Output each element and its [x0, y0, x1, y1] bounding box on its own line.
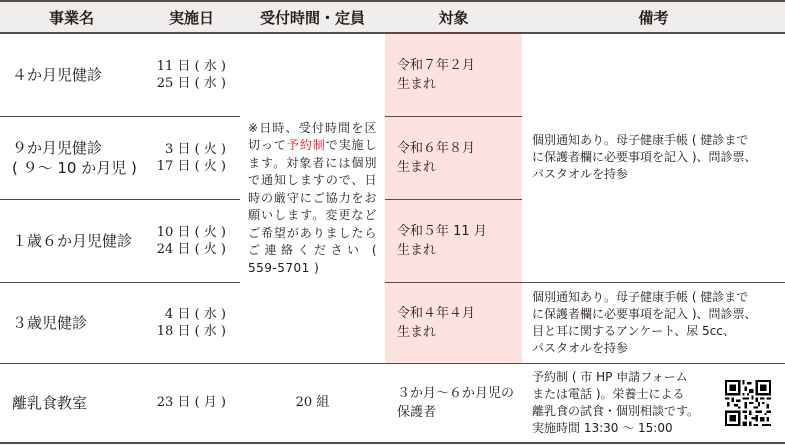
header-event-name: 事業名 — [0, 1, 143, 33]
event-target: 令和６年８月 生まれ — [385, 116, 522, 199]
event-name: ４か月児健診 — [0, 33, 143, 116]
event-dates: 4 日 ( 水 ) 18 日 ( 水 ) — [143, 282, 240, 363]
event-name: １歳６か月児健診 — [0, 199, 143, 282]
event-target: 令和５年 11 月 生まれ — [385, 199, 522, 282]
reservation-highlight: 予約制 — [286, 138, 326, 152]
event-name: ９か月児健診 ( ９～ 10 か月児 ) — [0, 116, 143, 199]
event-dates: 11 日 ( 水 ) 25 日 ( 水 ) — [143, 33, 240, 116]
event-name: 離乳食教室 — [0, 363, 143, 443]
event-name: ３歳児健診 — [0, 282, 143, 363]
reception-note: ※日時、受付時間を区切って予約制で実施します。対象者には個別で通知しますので、日時の厳守にご協力をお願いします。変更などご希望がありましたらご連絡ください ( 559-5701 ) — [240, 33, 385, 363]
event-dates: 10 日 ( 火 ) 24 日 ( 火 ) — [143, 199, 240, 282]
table-row — [0, 33, 785, 116]
event-note: 個別通知あり。母子健康手帳 ( 健診まで に保護者欄に必要事項を記入 )、問診票、 目と耳に関するアンケート、尿 5cc、 パスタオルを持参 — [522, 282, 785, 363]
event-note: 個別通知あり。母子健康手帳 ( 健診まで に保護者欄に必要事項を記入 )、問診票、 パスタオルを持参 — [522, 33, 785, 282]
table-row — [0, 282, 785, 363]
event-target: 令和４年４月 生まれ — [385, 282, 522, 363]
event-dates: 3 日 ( 火 ) 17 日 ( 火 ) — [143, 116, 240, 199]
event-capacity: 20 組 — [240, 363, 385, 443]
header-target: 対象 — [385, 1, 522, 33]
header-reception: 受付時間・定員 — [240, 1, 385, 33]
event-target: ３か月～６か月児の 保護者 — [385, 363, 522, 443]
event-note: 予約制 ( 市 HP 申請フォーム または電話 )。栄養士による 離乳食の試食・個別相談です。 実施時間 13:30 ～ 15:00 — [522, 363, 785, 443]
header-row — [0, 1, 785, 33]
event-target: 令和７年２月 生まれ — [385, 33, 522, 116]
header-notes: 備考 — [522, 1, 785, 33]
table-row — [0, 363, 785, 443]
qr-code-icon[interactable] — [725, 380, 771, 426]
header-date: 実施日 — [143, 1, 240, 33]
event-dates: 23 日 ( 月 ) — [143, 363, 240, 443]
